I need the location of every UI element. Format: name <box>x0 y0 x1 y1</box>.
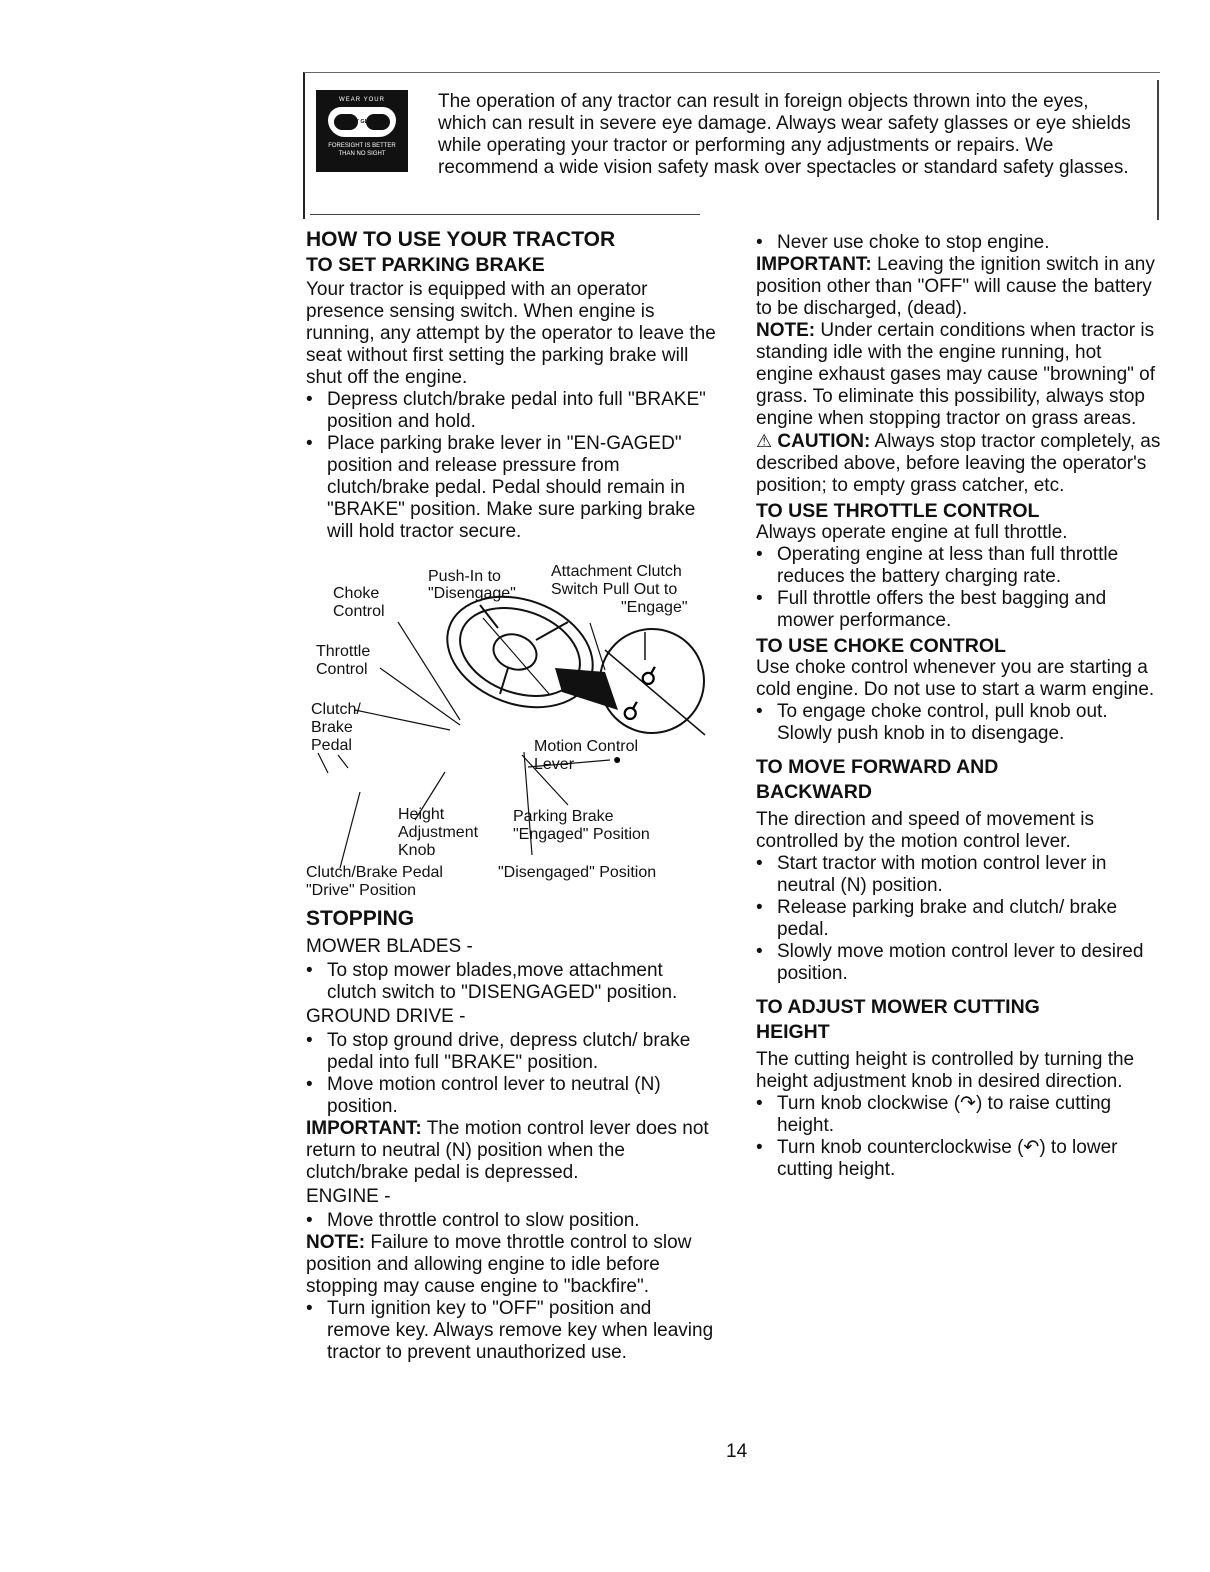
parking-heading: TO SET PARKING BRAKE <box>306 254 545 276</box>
label-choke: Choke Control <box>333 585 385 620</box>
choke-warning-bullet: • Never use choke to stop engine. <box>756 232 1161 254</box>
svg-text:☌: ☌ <box>640 662 658 692</box>
engine-bullet: • Turn ignition key to "OFF" position and remove key. Always remove key when leaving tractor to prevent unauthorized use. <box>306 1298 716 1364</box>
caution-note: ⚠ CAUTION: Always stop tractor completely, as described above, before leaving the operator's position; to empty grass catcher, etc. <box>756 431 1161 496</box>
adjust-intro: The cutting height is controlled by turning the height adjustment knob in desired direction. <box>756 1049 1135 1092</box>
move-bullet: • Slowly move motion control lever to desired position. <box>756 941 1161 985</box>
ground-drive-label: GROUND DRIVE - <box>306 1006 466 1027</box>
parking-bullet: • Depress clutch/brake pedal into full "BRAKE" position and hold. <box>306 389 726 433</box>
svg-text:☌: ☌ <box>622 697 640 727</box>
page-number: 14 <box>726 1441 748 1462</box>
clockwise-arrow-icon: ↷ <box>960 1093 976 1114</box>
left-column-bottom <box>306 908 716 1364</box>
warning-box-bottom <box>310 214 700 215</box>
mower-blades-label: MOWER BLADES - <box>306 936 473 957</box>
choke-bullet: • To engage choke control, pull knob out. Slowly push knob in to disengage. <box>756 701 1161 745</box>
adjust-bullet: • Turn knob counterclockwise (↶) to lower cutting height. <box>756 1137 1161 1181</box>
important-note: IMPORTANT: Leaving the ignition switch in any position other than "OFF" will cause the battery to be discharged, (dead). <box>756 254 1155 319</box>
move-intro: The direction and speed of movement is controlled by the motion control lever. <box>756 809 1094 852</box>
callout-wedge <box>555 668 618 710</box>
counterclockwise-arrow-icon: ↶ <box>1023 1137 1040 1158</box>
adjust-heading: TO ADJUST MOWER CUTTING HEIGHT <box>756 996 1040 1043</box>
important-note: IMPORTANT: The motion control lever does not return to neutral (N) position when the clutch/brake pedal is depressed. <box>306 1118 709 1183</box>
label-drive-position: Clutch/Brake Pedal "Drive" Position <box>306 864 443 899</box>
choke-intro: Use choke control whenever you are starting a cold engine. Do not use to start a warm engine. <box>756 657 1155 700</box>
right-column <box>756 232 1161 1181</box>
label-height-knob: Height Adjustment Knob <box>398 806 479 859</box>
note: NOTE: Under certain conditions when tractor is standing idle with the engine running, hot engine exhaust gases may cause "browning" of grass. To eliminate this possibility, always stop engine when stopping tractor on grass areas. <box>756 320 1156 429</box>
label-push-in: Push-In to "Disengage" <box>428 568 516 602</box>
label-throttle: Throttle Control <box>316 643 371 678</box>
ground-bullet: • To stop ground drive, depress clutch/ brake pedal into full "BRAKE" position. <box>306 1030 716 1074</box>
mower-bullet: • To stop mower blades,move attachment clutch switch to "DISENGAGED" position. <box>306 960 716 1004</box>
label-clutch-brake: Clutch/ Brake Pedal <box>311 701 361 754</box>
left-column-top <box>306 229 726 543</box>
badge-top-text: WEAR YOUR <box>339 97 385 103</box>
caution-icon: ⚠ <box>756 431 773 451</box>
label-parking-brake: Parking Brake "Engaged" Position <box>513 808 650 843</box>
label-attachment-clutch: Attachment Clutch Switch Pull Out to "Engage" <box>551 563 688 616</box>
parking-bullet: • Place parking brake lever in "EN-GAGED" position and release pressure from clutch/brake pedal. Pedal should remain in "BRAKE" position. Make sure parking brake will hold tractor secure. <box>306 433 726 543</box>
safety-glasses-badge <box>316 90 408 172</box>
label-motion-control: Motion Control Lever <box>534 738 639 773</box>
stopping-heading: STOPPING <box>306 907 415 930</box>
throttle-intro: Always operate engine at full throttle. <box>756 522 1068 543</box>
ground-bullet: • Move motion control lever to neutral (N) position. <box>306 1074 716 1118</box>
choke-heading: TO USE CHOKE CONTROL <box>756 635 1006 657</box>
move-bullet: • Release parking brake and clutch/ brake pedal. <box>756 897 1161 941</box>
throttle-bullet: • Operating engine at less than full throttle reduces the battery charging rate. <box>756 544 1161 588</box>
parking-intro: Your tractor is equipped with an operator presence sensing switch. When engine is running, any attempt by the operator to leave the seat without first setting the parking brake will shut off the engine. <box>306 279 716 388</box>
warning-text: The operation of any tractor can result in foreign objects thrown into the eyes, which can result in severe eye damage. Always wear safety glasses or eye shields while operating your tractor or performing any adjustments or repairs. We recommend a wide vision safety mask over spectacles or standard safety glasses. <box>438 91 1131 178</box>
engine-label: ENGINE - <box>306 1186 391 1207</box>
adjust-bullet: • Turn knob clockwise (↷) to raise cutting height. <box>756 1093 1161 1137</box>
note: NOTE: Failure to move throttle control to slow position and allowing engine to idle before stopping may cause engine to "backfire". <box>306 1232 692 1297</box>
throttle-heading: TO USE THROTTLE CONTROL <box>756 500 1040 522</box>
badge-label: SAFETY GLASSES <box>337 119 387 125</box>
move-heading: TO MOVE FORWARD AND BACKWARD <box>756 756 999 803</box>
badge-bottom-text: FORESIGHT IS BETTER THAN NO SIGHT <box>328 143 396 157</box>
label-disengaged-position: "Disengaged" Position <box>498 864 657 881</box>
warning-box-border <box>1157 80 1159 220</box>
svg-text:●: ● <box>613 751 622 767</box>
move-bullet: • Start tractor with motion control lever in neutral (N) position. <box>756 853 1161 897</box>
page-title: HOW TO USE YOUR TRACTOR <box>306 228 616 251</box>
engine-bullet: • Move throttle control to slow position. <box>306 1210 716 1232</box>
throttle-bullet: • Full throttle offers the best bagging and mower performance. <box>756 588 1161 632</box>
